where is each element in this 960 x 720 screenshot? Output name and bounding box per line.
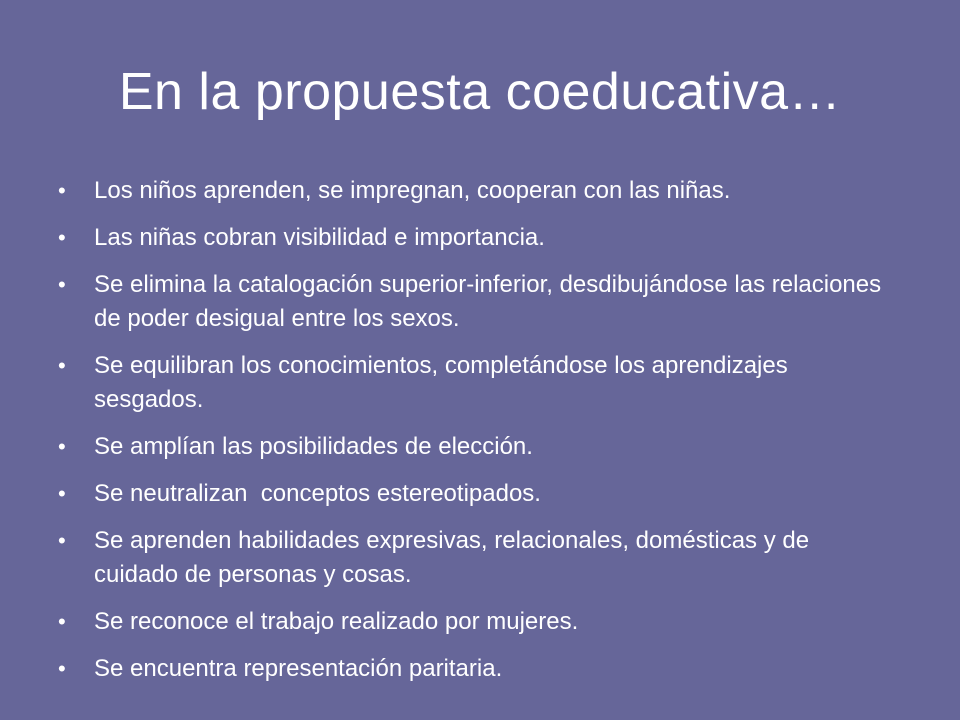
bullet-text: Los niños aprenden, se impregnan, cooperan con las niñas. [94,177,731,204]
bullet-item [56,221,896,255]
bullet-text: Las niñas cobran visibilidad e importancia. [94,224,545,251]
bullet-item [56,349,896,417]
bullet-text: Se encuentra representación paritaria. [94,655,503,682]
bullet-list [56,174,896,699]
bullet-text: Se aprenden habilidades expresivas, relacionales, domésticas y de cuidado de personas y cosas. [94,527,810,588]
bullet-item [56,268,896,336]
bullet-text: Se reconoce el trabajo realizado por mujeres. [94,608,579,635]
bullet-marker: • [58,225,66,250]
bullet-item [56,430,896,464]
bullet-text: Se amplían las posibilidades de elección. [94,433,533,460]
bullet-marker: • [58,272,66,297]
bullet-marker: • [58,481,66,506]
bullet-marker: • [58,528,66,553]
slide-title: En la propuesta coeducativa… [118,63,842,121]
bullet-item [56,477,896,511]
bullet-marker: • [58,434,66,459]
bullet-marker: • [58,178,66,203]
bullet-item [56,524,896,592]
bullet-text: Se elimina la catalogación superior-inferior, desdibujándose las relaciones de poder desigual entre los sexos. [94,271,882,332]
bullet-item [56,174,896,208]
bullet-text: Se equilibran los conocimientos, completándose los aprendizajes sesgados. [94,352,788,413]
bullet-marker: • [58,353,66,378]
bullet-marker: • [58,656,66,681]
bullet-item [56,652,896,686]
bullet-item [56,605,896,639]
bullet-text: Se neutralizan conceptos estereotipados. [94,480,541,507]
bullet-marker: • [58,609,66,634]
